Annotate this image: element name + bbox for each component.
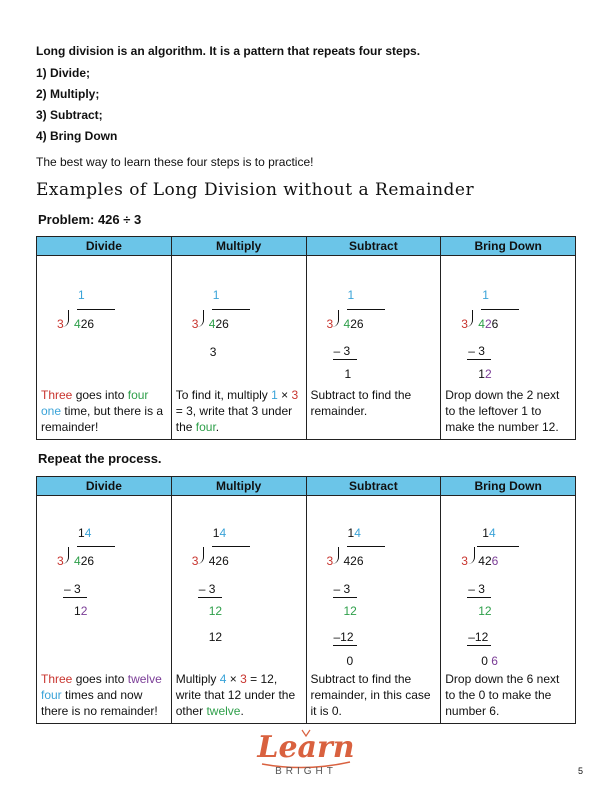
quotient-digit: 1: [347, 288, 355, 302]
cell-divide: [37, 496, 172, 724]
header-multiply: Multiply: [171, 477, 306, 496]
division-bar: [77, 309, 115, 310]
division-bracket: [468, 547, 475, 564]
cell-bring-down: [441, 496, 576, 724]
quotient-digit: 1: [212, 288, 220, 302]
division-bracket: [466, 310, 473, 327]
divisor: 3: [191, 317, 199, 331]
dividend: 426: [343, 554, 364, 568]
bring-down-explanation: Drop down the 2 next to the leftover 1 to make the number 12.: [445, 388, 560, 434]
table-first-pass: [36, 236, 576, 440]
subtrahend: – 3: [64, 582, 81, 596]
cell-multiply: [171, 496, 306, 724]
step-bring-down: 4) Bring Down: [36, 129, 118, 143]
header-subtract: Subtract: [306, 477, 441, 496]
dividend: [74, 317, 94, 331]
section-title: Examples of Long Division without a Remainder: [36, 180, 475, 200]
division-bar: [347, 309, 385, 310]
step-subtract: 3) Subtract;: [36, 108, 103, 122]
division-bracket: [197, 547, 204, 564]
division-bar: [212, 546, 250, 547]
divisor: 3: [461, 554, 468, 568]
current-number: 12: [74, 604, 88, 618]
logo-main-text: Learn: [257, 730, 355, 765]
table-second-pass: [36, 476, 576, 724]
page-number: 5: [578, 766, 584, 776]
subtraction-line: [63, 597, 87, 598]
subtraction-line-2: [333, 645, 357, 646]
divisor: 3: [191, 554, 199, 568]
subtrahend-12: –12: [468, 630, 489, 644]
subtrahend: – 3: [468, 582, 485, 596]
subtract-explanation: Subtract to find the remainder.: [310, 388, 412, 418]
dividend: 426: [478, 317, 499, 331]
subtrahend: – 3: [333, 344, 351, 358]
header-subtract: Subtract: [306, 237, 441, 256]
dividend: 426: [343, 317, 364, 331]
subtraction-line-2: [467, 645, 491, 646]
cell-subtract: [306, 256, 441, 440]
current-number: 12: [208, 604, 223, 618]
header-bring-down: Bring Down: [441, 477, 576, 496]
division-bar: [477, 546, 519, 547]
product: 3: [209, 345, 217, 359]
logo-sub-text: BRIGHT: [275, 766, 337, 777]
dividend-rest: 26: [80, 317, 95, 331]
product: 12: [208, 630, 223, 644]
dividend: 426: [74, 554, 95, 568]
division-bar: [347, 546, 385, 547]
divisor: 3: [461, 317, 468, 331]
quotient-digit: 1: [78, 288, 85, 302]
division-bar: [481, 309, 519, 310]
remainder: 1: [344, 367, 352, 381]
subtract-explanation: Subtract to find the remainder, in this case it is 0.: [310, 672, 431, 718]
subtraction-line: [333, 597, 357, 598]
problem-heading: Problem: 426 ÷ 3: [38, 212, 142, 227]
division-bar: [212, 309, 250, 310]
new-number: 0 6: [481, 654, 498, 668]
multiply-explanation: Multiply 4 × 3 = 12, write that 12 under the other twelve.: [175, 672, 296, 718]
division-bracket: [332, 547, 339, 564]
divisor: 3: [326, 317, 334, 331]
dividend: 426: [208, 554, 229, 568]
divisor: 3: [326, 554, 334, 568]
cell-multiply: [171, 256, 306, 440]
division-bracket: [62, 310, 69, 327]
subtraction-line: [467, 359, 491, 360]
header-divide: Divide: [37, 237, 172, 256]
header-bring-down: Bring Down: [441, 237, 576, 256]
cell-subtract: [306, 496, 441, 724]
subtraction-line: [333, 359, 357, 360]
divisor: 3: [57, 554, 64, 568]
repeat-heading: Repeat the process.: [38, 451, 162, 466]
division-bracket: [332, 310, 339, 327]
current-number: 12: [478, 604, 492, 618]
cell-bring-down: [441, 256, 576, 440]
quotient: 14: [78, 526, 92, 540]
current-number: 12: [343, 604, 357, 618]
quotient-digit: 1: [482, 288, 489, 302]
division-bracket: [197, 310, 204, 327]
step-divide: 1) Divide;: [36, 66, 91, 80]
bring-down-explanation: Drop down the 6 next to the 0 to make the number 6.: [445, 672, 560, 718]
subtraction-line: [467, 597, 491, 598]
subtrahend: – 3: [198, 582, 216, 596]
quotient: 14: [212, 526, 227, 540]
new-number: 12: [478, 367, 492, 381]
subtrahend-12: –12: [333, 630, 354, 644]
header-divide: Divide: [37, 477, 172, 496]
divide-explanation: Three goes into four one time, but there is a remainder!: [41, 388, 164, 434]
multiply-explanation: To find it, multiply 1 × 3 = 3, write that 3 under the four.: [175, 388, 299, 434]
cell-divide: [37, 256, 172, 440]
dividend-lead-digit: 4: [74, 317, 81, 331]
header-multiply: Multiply: [171, 237, 306, 256]
remainder: 0: [346, 654, 354, 668]
intro-line: Long division is an algorithm. It is a pattern that repeats four steps.: [36, 44, 421, 58]
division-bar: [77, 546, 115, 547]
dividend: 426: [478, 554, 499, 568]
learn-bright-logo: [252, 728, 360, 780]
subtrahend: – 3: [468, 344, 485, 358]
subtraction-line: [198, 597, 222, 598]
step-multiply: 2) Multiply;: [36, 87, 100, 101]
quotient: 14: [347, 526, 361, 540]
practice-note: The best way to learn these four steps is to practice!: [36, 155, 314, 169]
subtrahend: – 3: [333, 582, 351, 596]
divisor: 3: [57, 317, 64, 331]
divide-explanation: Three goes into twelve four times and now there is no remainder!: [41, 672, 162, 718]
dividend: 426: [208, 317, 229, 331]
quotient: 14: [482, 526, 496, 540]
division-bracket: [62, 547, 69, 564]
